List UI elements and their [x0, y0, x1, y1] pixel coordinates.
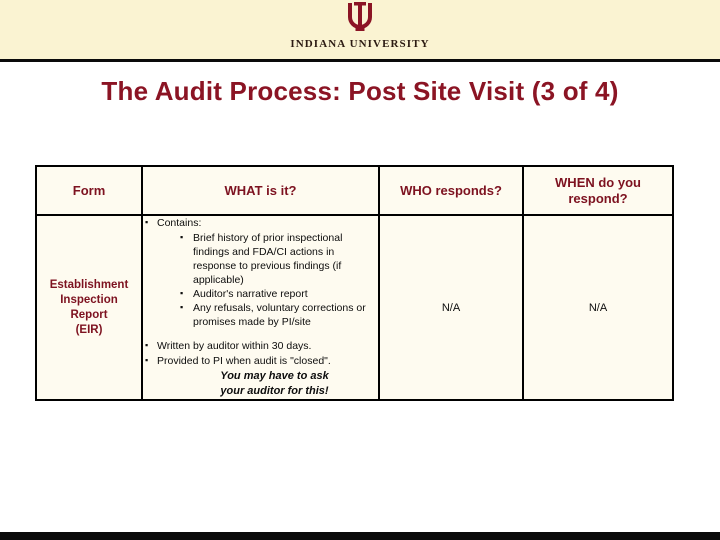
list-item: ▪ Auditor's narrative report	[179, 287, 378, 301]
list-item: ▪ Any refusals, voluntary corrections or promises made by PI/site	[179, 301, 378, 329]
what-bullet-list	[143, 216, 378, 329]
column-header-what: WHAT is it?	[142, 166, 379, 215]
form-name-line: Establishment	[49, 278, 129, 291]
column-header-when: WHEN do you respond?	[523, 166, 673, 215]
column-header-who: WHO responds?	[379, 166, 523, 215]
footer-bar	[0, 532, 720, 540]
contains-label: Contains:	[157, 217, 202, 229]
table-row	[36, 215, 673, 400]
iu-trident-icon	[347, 2, 373, 32]
emphasis-line: your auditor for this!	[220, 385, 329, 397]
list-item	[143, 354, 378, 398]
logo-container	[0, 2, 720, 32]
top-banner	[0, 0, 720, 62]
content-spacer	[143, 330, 378, 339]
cell-form-name	[36, 215, 142, 400]
cell-what-description	[142, 215, 379, 400]
audit-process-table	[35, 165, 674, 401]
cell-when-respond: N/A	[523, 215, 673, 400]
table-header-row	[36, 166, 673, 215]
extra-item-text: Provided to PI when audit is "closed".	[157, 355, 331, 367]
form-name-line: (EIR)	[75, 323, 103, 336]
university-name: INDIANA UNIVERSITY	[290, 38, 430, 50]
cell-who-responds: N/A	[379, 215, 523, 400]
list-item	[143, 216, 378, 329]
what-extra-list	[143, 339, 378, 398]
column-header-form: Form	[36, 166, 142, 215]
form-name-line: Report	[70, 308, 108, 321]
list-item: ▪ Brief history of prior inspectional findings and FDA/CI actions in response to previous findings (if applicable)	[179, 231, 378, 287]
contains-sublist	[157, 231, 378, 329]
form-name-line: Inspection	[60, 293, 118, 306]
list-item: ▪ Written by auditor within 30 days.	[143, 339, 378, 353]
page-title: The Audit Process: Post Site Visit (3 of 4)	[101, 76, 619, 106]
emphasis-line: You may have to ask	[220, 370, 329, 382]
